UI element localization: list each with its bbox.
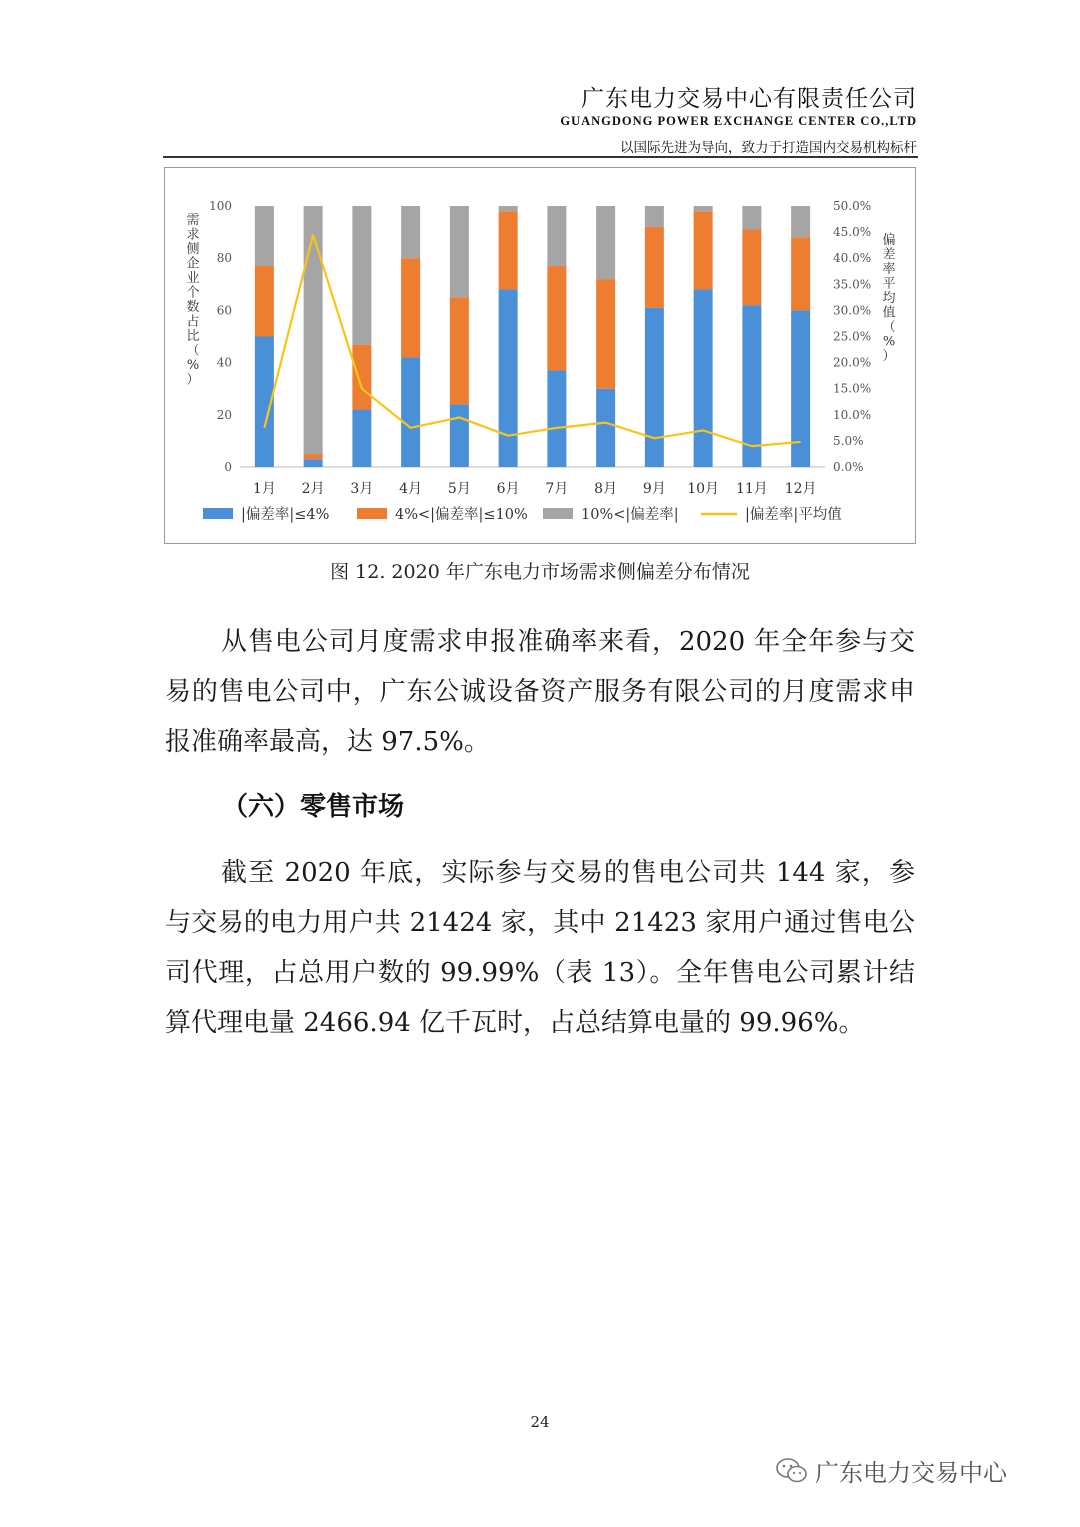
bar-segment-series-2 bbox=[547, 266, 566, 370]
y-right-tick-label: 50.0% bbox=[833, 199, 872, 213]
x-tick-label: 6月 bbox=[496, 481, 520, 497]
legend-label-series-1: |偏差率|≤4% bbox=[241, 507, 330, 523]
legend-label-series-3: 10%<|偏差率| bbox=[581, 507, 679, 523]
bar-segment-series-2 bbox=[450, 297, 469, 404]
y-left-title-char: 侧 bbox=[186, 242, 200, 257]
average-deviation-line bbox=[264, 235, 800, 446]
bar-segment-series-3 bbox=[352, 206, 371, 344]
chart-bars bbox=[255, 206, 810, 467]
y-left-title-char: （ bbox=[186, 343, 200, 359]
x-tick-label: 1月 bbox=[252, 481, 276, 497]
y-right-title-char: 均 bbox=[882, 291, 896, 306]
y-right-title-char: ） bbox=[882, 349, 896, 364]
bar-segment-series-2 bbox=[596, 279, 615, 389]
bar-segment-series-2 bbox=[791, 237, 810, 310]
bar-segment-series-1 bbox=[596, 389, 615, 467]
figure-caption: 图 12. 2020 年广东电力市场需求侧偏差分布情况 bbox=[330, 561, 750, 583]
bar-segment-series-3 bbox=[499, 206, 518, 211]
y-left-tick-label: 60 bbox=[216, 303, 232, 318]
y-left-title-char: 企 bbox=[186, 256, 200, 272]
y-right-tick-label: 10.0% bbox=[833, 407, 872, 422]
y-right-tick-label: 30.0% bbox=[833, 303, 872, 318]
bar-segment-series-1 bbox=[499, 290, 518, 467]
legend-swatch-series-3 bbox=[543, 508, 573, 519]
y-left-tick-label: 40 bbox=[216, 355, 232, 370]
y-left-title-char: 个 bbox=[186, 285, 200, 301]
y-left-tick-label: 20 bbox=[216, 407, 232, 422]
y-right-title-char: 偏 bbox=[882, 233, 896, 248]
bar-segment-series-3 bbox=[791, 206, 810, 237]
bar-segment-series-1 bbox=[450, 404, 469, 467]
x-tick-label: 2月 bbox=[301, 481, 325, 497]
bar-segment-series-2 bbox=[645, 227, 664, 308]
bar-segment-series-1 bbox=[742, 305, 761, 467]
y-right-tick-label: 20.0% bbox=[833, 355, 872, 370]
bar-segment-series-2 bbox=[304, 454, 323, 459]
bar-segment-series-1 bbox=[401, 357, 420, 467]
chart-labels bbox=[186, 199, 895, 497]
y-right-title-char: % bbox=[882, 334, 896, 350]
bar-segment-series-1 bbox=[352, 410, 371, 467]
legend-label-series-2: 4%<|偏差率|≤10% bbox=[395, 507, 528, 523]
bar-segment-series-2 bbox=[742, 229, 761, 305]
x-tick-label: 12月 bbox=[784, 481, 817, 497]
bar-segment-series-3 bbox=[645, 206, 664, 227]
y-right-tick-label: 15.0% bbox=[833, 381, 872, 396]
bar-segment-series-1 bbox=[694, 290, 713, 467]
bar-segment-series-2 bbox=[694, 211, 713, 289]
y-left-title-char: 需 bbox=[186, 213, 200, 228]
legend-swatch-series-1 bbox=[203, 508, 233, 519]
section-title: （六）零售市场 bbox=[222, 792, 405, 822]
bar-segment-series-3 bbox=[255, 206, 274, 266]
y-right-title-char: 差 bbox=[882, 247, 896, 263]
x-tick-label: 10月 bbox=[687, 481, 720, 497]
paragraph-retail-market: 截至 2020 年底，实际参与交易的售电公司共 144 家，参与交易的电力用户共 21424 家，其中 21423 家用户通过售电公司代理，占总用户数的 99.99%（表 13）。全年售电公司累计结算代理电量 2466.94 亿千瓦时，占总结算电量的 99.96%。 bbox=[165, 858, 915, 1038]
header-divider bbox=[163, 156, 918, 158]
watermark-text: 广东电力交易中心 bbox=[815, 1459, 1007, 1487]
bar-segment-series-3 bbox=[694, 206, 713, 211]
y-left-tick-label: 100 bbox=[209, 199, 232, 213]
chart-legend bbox=[203, 505, 842, 523]
y-right-tick-label: 0.0% bbox=[833, 460, 864, 474]
bar-segment-series-2 bbox=[255, 266, 274, 336]
y-left-title-char: 比 bbox=[186, 329, 200, 344]
bar-segment-series-2 bbox=[401, 258, 420, 357]
watermark bbox=[775, 1453, 1007, 1488]
y-left-title-char: ） bbox=[186, 372, 200, 388]
header-company-english: GUANGDONG POWER EXCHANGE CENTER CO.,LTD bbox=[560, 114, 917, 128]
header-company-name: 广东电力交易中心有限责任公司 bbox=[581, 86, 917, 112]
y-left-title-char: % bbox=[186, 358, 200, 373]
x-tick-label: 4月 bbox=[399, 481, 423, 497]
page-number: 24 bbox=[530, 1413, 550, 1431]
x-tick-label: 7月 bbox=[545, 481, 569, 497]
y-left-title-char: 业 bbox=[186, 271, 200, 286]
y-left-tick-label: 80 bbox=[216, 251, 232, 266]
y-right-tick-label: 45.0% bbox=[833, 225, 872, 240]
x-tick-label: 3月 bbox=[350, 481, 374, 497]
bar-segment-series-3 bbox=[742, 206, 761, 229]
legend-label-average-line: |偏差率|平均值 bbox=[745, 507, 842, 523]
y-right-title-char: 率 bbox=[882, 262, 896, 277]
bar-segment-series-2 bbox=[352, 344, 371, 409]
x-tick-label: 5月 bbox=[447, 481, 471, 497]
paragraph-accuracy: 从售电公司月度需求申报准确率来看，2020 年全年参与交易的售电公司中，广东公诚设备资产服务有限公司的月度需求申报准确率最高，达 97.5%。 bbox=[165, 627, 915, 757]
x-tick-label: 9月 bbox=[642, 481, 666, 497]
bar-segment-series-3 bbox=[596, 206, 615, 279]
bar-segment-series-3 bbox=[401, 206, 420, 258]
y-right-title-char: 平 bbox=[882, 276, 896, 292]
bar-segment-series-2 bbox=[499, 211, 518, 289]
y-right-tick-label: 35.0% bbox=[833, 277, 872, 292]
bar-segment-series-1 bbox=[547, 370, 566, 467]
bar-segment-series-3 bbox=[547, 206, 566, 266]
y-left-title-char: 求 bbox=[186, 227, 200, 243]
x-tick-label: 11月 bbox=[735, 481, 768, 497]
bar-segment-series-3 bbox=[304, 206, 323, 454]
bar-segment-series-1 bbox=[304, 459, 323, 467]
y-right-tick-label: 25.0% bbox=[833, 329, 872, 344]
y-right-tick-label: 40.0% bbox=[833, 251, 872, 266]
chart-average-line bbox=[264, 235, 800, 446]
stacked-bar-line-chart bbox=[165, 168, 915, 543]
legend-swatch-series-2 bbox=[357, 508, 387, 519]
x-tick-label: 8月 bbox=[594, 481, 618, 497]
y-right-title-char: 值 bbox=[882, 305, 896, 321]
y-left-title-char: 占 bbox=[186, 314, 200, 330]
header-slogan: 以国际先进为导向，致力于打造国内交易机构标杆 bbox=[620, 140, 917, 156]
y-right-title-char: （ bbox=[882, 320, 896, 335]
wechat-icon bbox=[775, 1457, 809, 1485]
chart-container bbox=[164, 167, 916, 544]
y-left-tick-label: 0 bbox=[224, 460, 232, 474]
y-left-title-char: 数 bbox=[186, 300, 200, 315]
bar-segment-series-1 bbox=[645, 308, 664, 467]
bar-segment-series-3 bbox=[450, 206, 469, 297]
y-right-tick-label: 5.0% bbox=[833, 433, 864, 448]
